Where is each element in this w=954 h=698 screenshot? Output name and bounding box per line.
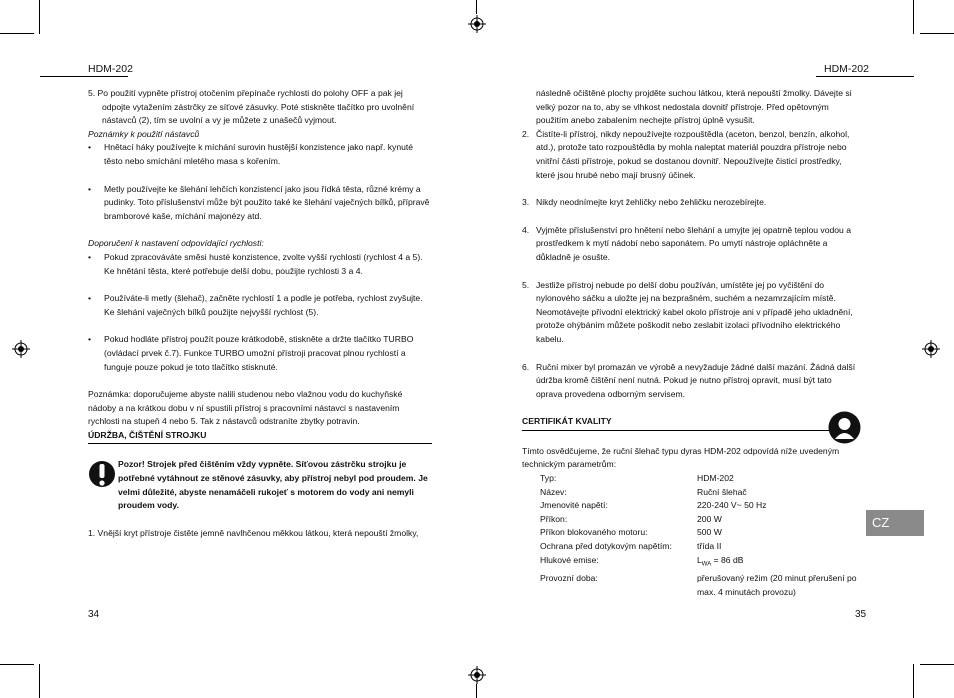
spec-row: Příkon: 200 W [540, 513, 722, 524]
crop-mark [476, 684, 477, 698]
notes-heading: Poznámky k použití nástavců [88, 128, 200, 139]
list-item: 4. Vyjměte příslušenství pro hnětení nebo šlehání a umyjte jej opatrně teplou vodou a prostředkem k mytí nádobí nebo saponátem. Po umytí nástroje opláchněte a důkladně je osušte. [522, 224, 851, 262]
crop-mark [920, 33, 954, 34]
quality-logo-icon [828, 411, 861, 444]
spec-row: Typ: HDM-202 [540, 473, 734, 484]
noise-subscript: WA [701, 561, 712, 568]
list-item: • Pokud hodláte přístroj použít pouze krátkodobě, stiskněte a držte tlačítko TURBO (ovládací prvek č.7). Funkce TURBO umožní přístroji pracovat plnou rychlostí a funguje pouze pokud je toto tlačítko stisknuté. [88, 334, 414, 372]
instruction-step-1-continued: následně očištěné plochy projděte suchou látkou, která nepouští žmolky. Dávejte si velký pozor na to, aby se vlhkost nedostala dovnitř přístroje. Před opětovným použitím anebo zabalením nechejte přístroj úplně vysušit. [536, 88, 852, 126]
exclamation-icon [88, 458, 118, 512]
left-header-rule [40, 76, 128, 77]
spec-row: Jmenovité napětí: 220-240 V~ 50 Hz [540, 500, 767, 511]
page-number-right: 35 [855, 609, 867, 620]
crop-mark [0, 33, 34, 34]
crop-mark [913, 664, 914, 698]
left-column [88, 87, 432, 540]
list-item: • Pokud zpracováváte směsi husté konzistence, zvolte vyšší rychlosti (rychlost 4 a 5). Ke hnětání těsta, které potřebuje delší dobu, použijte rychlosti 3 a 4. [88, 251, 423, 276]
crop-mark [39, 664, 40, 698]
list-item: 2. Čistíte-li přístroj, nikdy nepoužívejte rozpouštědla (aceton, benzol, benzín, alkohol, atd.), protože tato rozpouštědla by mohla naleptat materiál pouzdra přístroje nebo vnitřní části přístroje, pokud se dostanou dovnitř. Nepoužívejte čisticí prostředky, které jsou hrubé nebo mají brusný účinek. [522, 128, 850, 180]
certificate-text: Tímto osvědčujeme, že ruční šlehač typu dyras HDM-202 odpovídá níže uvedeným technickým parametrům: [522, 445, 840, 470]
spec-row: Příkon blokovaného motoru: 500 W [540, 527, 722, 538]
spec-table [540, 472, 860, 599]
spec-row: Provozní doba: přerušovaný režim (20 minut přerušení po max. 4 minutách provozu) [540, 572, 857, 597]
maintenance-section-heading: ÚDRŽBA, ČIŠTĚNÍ STROJKU [88, 429, 432, 445]
spec-row: Ochrana před dotykovým napětím: třída II [540, 541, 722, 552]
crop-mark [476, 0, 477, 14]
crop-mark [39, 0, 40, 34]
left-page-header: HDM-202 [88, 63, 133, 75]
warning-block [88, 458, 432, 512]
speed-heading: Doporučení k nastavení odpovídající rychlosti: [88, 238, 264, 249]
list-item: • Používáte-li metly (šlehač), začněte rychlostí 1 a podle je potřeba, rychlost zvyšujte. Ke šlehání vaječných bílků použijte nejvyšší rychlost (5). [88, 293, 423, 317]
right-page-header: HDM-202 [824, 63, 869, 75]
list-item: 6. Ruční mixer byl promazán ve výrobě a nevyžaduje žádné další mazání. Žádná další údržba kromě čištění není nutná. Pokud je nutno přístroj opravit, musí být tato oprava provedena odborným servisem. [522, 361, 856, 399]
language-tab: CZ [866, 510, 924, 536]
instruction-step-5: 5. Po použití vypněte přístroj otočením přepínače rychlosti do polohy OFF a pak jej odpojte vytažením zástrčky ze síťové zásuvky. Poté stiskněte tlačítko pro uvolnění nástavců (2), tím se uvolní a vy je můžete z unašečů vyjmout. [88, 88, 415, 126]
right-header-rule [816, 76, 914, 77]
list-item: 3. Nikdy neodnímejte kryt žehličky nebo žehličku nerozebírejte. [522, 197, 767, 208]
spec-row: Hlukové emise: $L_{WA} = 86$ dB [540, 554, 744, 568]
registration-mark-icon [468, 666, 486, 684]
cleaning-note: Poznámka: doporučujeme abyste nalili studenou nebo vlažnou vodu do kuchyňské nádoby a na krátkou dobu v ní spustili přístroj s pracovními nástavci s nastavením rychlosti na stupeň 4 nebo 5. Tak z nástavců odstraníte zbytky potravin. [88, 389, 403, 427]
quality-certificate-heading: CERTIFIKÁT KVALITY [522, 415, 860, 431]
list-item: • Hnětací háky používejte k míchání surovin hustější konzistence jako např. kynuté těsto nebo smíchání mletého masa s kořením. [88, 142, 414, 166]
crop-mark [920, 664, 954, 665]
registration-mark-icon [468, 15, 486, 33]
page-number-left: 34 [88, 609, 100, 620]
list-item: • Metly používejte ke šlehání lehčích konzistencí jako jsou řídká těsta, různé krémy a pudinky. Toto příslušenství může být použito také ke šlehání vaječných bílků, přípravě bramborové kaše, míchání majonézy atd. [88, 183, 430, 221]
spec-row: Název: Ruční šlehač [540, 486, 747, 497]
right-column [522, 87, 860, 599]
warning-text: Pozor! Strojek před čištěním vždy vypněte. Síťovou zástrčku strojku je potřebné vytáhnout ze stěnové zásuvky, aby přístroj nebyl pod proudem. Je velmi důležité, abyste nenamáčeli rukojeť s motorem do vody ani nemyli proudem vody. [118, 459, 428, 511]
noise-symbol: L [697, 554, 702, 565]
registration-mark-icon [12, 340, 30, 358]
instruction-step-1: 1. Vnější kryt přístroje čistěte jemně navlhčenou měkkou látkou, která nepouští žmolky, [88, 527, 419, 538]
crop-mark [0, 664, 34, 665]
list-item: 5. Jestliže přístroj nebude po delší dobu používán, umístěte jej po vyčištění do nylonového sáčku a uložte jej na bezprašném, suchém a nezamrzajícím místě. Neomotávejte přívodní elektrický kabel okolo přístroje ani v případě jeho ukladnění, protože ohýbáním můžete poškodit nebo zeslabit izolaci přívodního elektrického kabelu. [522, 279, 853, 344]
crop-mark [913, 0, 914, 34]
registration-mark-icon [922, 340, 940, 358]
